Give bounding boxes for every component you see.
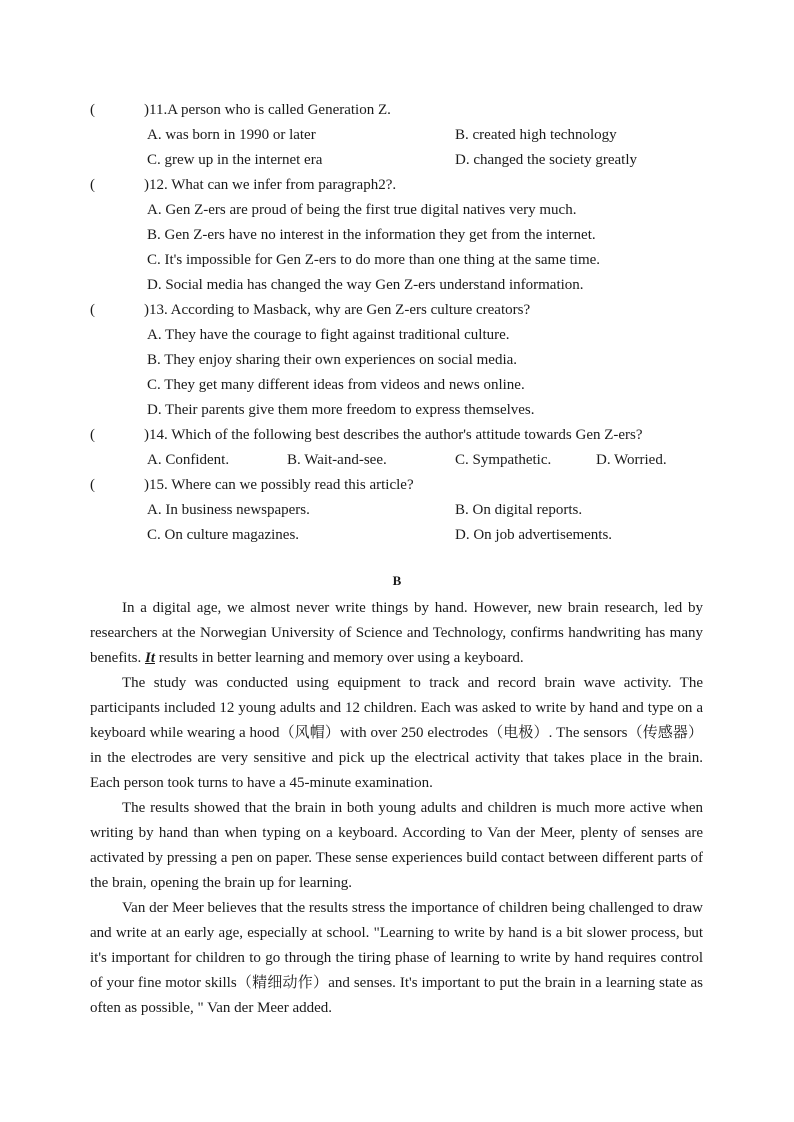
question-stem: )15. Where can we possibly read this article? (144, 477, 414, 493)
option: B. Wait-and-see. (287, 452, 387, 468)
answer-paren: ( (90, 427, 95, 443)
option: B. On digital reports. (455, 502, 583, 518)
passage-paragraph: The study was conducted using equipment to track and record brain wave activity. The participants included 12 young adults and 12 children. Each was asked to write by hand and type on a keyboard while wearing a hood（风帽）with over 250 electrodes（电极）. The sensors（传感器）in the electrodes are very sensitive and pick up the electrical activity that takes place in the brain. Each person took turns to have a 45-minute examination. (90, 675, 703, 791)
paragraph-text: In a digital age, we almost never write things by hand. However, new brain research, led by researchers at the Norwegian University of Science and Technology, confirms handwriting has many benefits. (90, 600, 703, 666)
option: D. changed the society greatly (455, 152, 638, 168)
section-heading: B (392, 573, 402, 588)
passage-paragraph: Van der Meer believes that the results stress the importance of children being challenged to draw and write at an early age, especially at school. "Learning to write by hand is a bit slower process, but it's important for children to go through the tiring phase of learning to write by hand requires control of your fine motor skills（精细动作）and senses. It's important to put the brain in a learning state as often as possible, " Van der Meer added. (90, 900, 703, 1016)
option: C. On culture magazines. (147, 527, 300, 543)
passage-paragraph (90, 596, 703, 671)
option: B. They enjoy sharing their own experiences on social media. (147, 352, 518, 368)
option: A. They have the courage to fight against traditional culture. (147, 327, 510, 343)
question-stem: )11.A person who is called Generation Z. (144, 102, 391, 118)
paragraph-text: results in better learning and memory over using a keyboard. (155, 650, 524, 666)
option: C. It's impossible for Gen Z-ers to do more than one thing at the same time. (147, 252, 601, 268)
option: D. Social media has changed the way Gen Z-ers understand information. (147, 277, 584, 293)
option: D. Their parents give them more freedom to express themselves. (147, 402, 535, 418)
option: D. On job advertisements. (455, 527, 613, 543)
answer-paren: ( (90, 177, 95, 193)
option: A. In business newspapers. (147, 502, 310, 518)
question-stem: )14. Which of the following best describes the author's attitude towards Gen Z-ers? (144, 427, 643, 443)
option: B. Gen Z-ers have no interest in the information they get from the internet. (147, 227, 596, 243)
option: C. grew up in the internet era (147, 152, 323, 168)
emphasized-word: It (144, 650, 155, 666)
question-stem: )12. What can we infer from paragraph2?. (144, 177, 397, 193)
option: A. Confident. (147, 452, 230, 468)
option: B. created high technology (455, 127, 617, 143)
passage-paragraph: The results showed that the brain in both young adults and children is much more active when writing by hand than when typing on a keyboard. According to Van der Meer, plenty of senses are activated by pressing a pen on paper. These sense experiences build contact between different parts of the brain, opening the brain up for learning. (90, 800, 703, 891)
option: C. Sympathetic. (455, 452, 552, 468)
option: D. Worried. (596, 452, 667, 468)
question-stem: )13. According to Masback, why are Gen Z-ers culture creators? (144, 302, 531, 318)
answer-paren: ( (90, 102, 95, 118)
option: C. They get many different ideas from videos and news online. (147, 377, 525, 393)
answer-paren: ( (90, 477, 95, 493)
option: A. was born in 1990 or later (147, 127, 316, 143)
option: A. Gen Z-ers are proud of being the first true digital natives very much. (147, 202, 577, 218)
answer-paren: ( (90, 302, 95, 318)
